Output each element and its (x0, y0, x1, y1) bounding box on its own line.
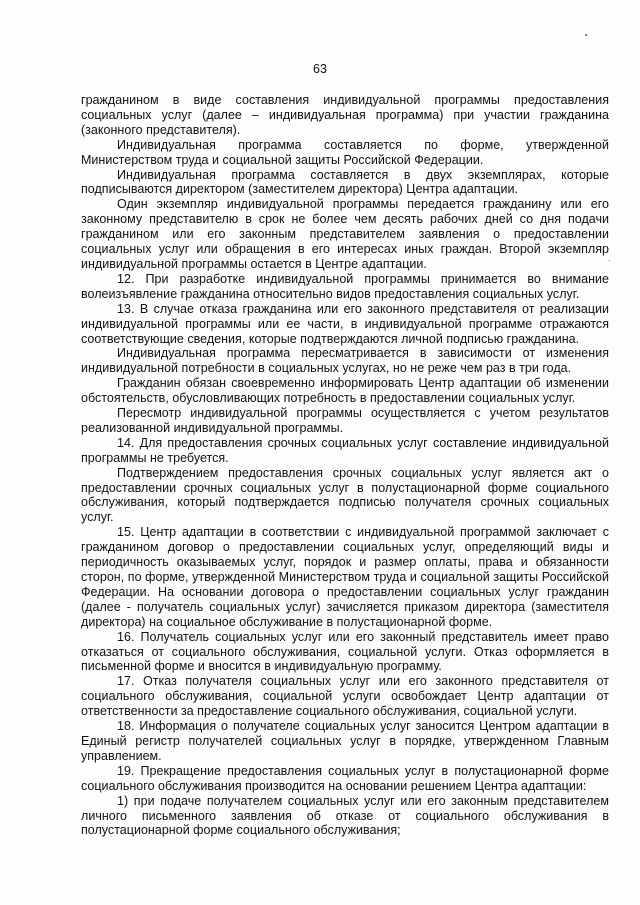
body-paragraph: 19. Прекращение предоставления социальных услуг в полустационарной форме социального обслуживания производится на основании решением Центра адаптации: (81, 763, 609, 793)
body-paragraph: Пересмотр индивидуальной программы осуществляется с учетом результатов реализованной индивидуальной программы. (81, 406, 609, 435)
body-paragraph: Гражданин обязан своевременно информировать Центр адаптации об изменении обстоятельств, обусловливающих потребность в предоставлении социальных услуг. (81, 376, 609, 406)
page-number: 63 (313, 62, 327, 76)
body-paragraph: 17. Отказ получателя социальных услуг или его законного представителя от социального обслуживания, социальной услуги освобождает Центр адаптации от ответственности за предоставление социального обслуживания, социальной услуги. (81, 674, 609, 719)
body-paragraph: 14. Для предоставления срочных социальных услуг составление индивидуальной программы не требуется. (81, 435, 609, 465)
body-paragraph: 12. При разработке индивидуальной программы принимается во внимание волеизъявление гражданина относительно видов предоставления социальных услуг. (81, 271, 609, 301)
body-paragraph: Подтверждением предоставления срочных социальных услуг является акт о предоставлении срочных социальных услуг в полустационарной форме социального обслуживания, который подтверждается подписью получателя срочных социальных услуг. (81, 465, 609, 525)
scan-speck (609, 260, 610, 261)
body-paragraph: Индивидуальная программа составляется по форме, утвержденной Министерством труда и социальной защиты Российской Федерации. (81, 137, 609, 167)
body-paragraph: гражданином в виде составления индивидуальной программы предоставления социальных услуг (далее – индивидуальная программа) при участии гражданина (законного представителя). (81, 93, 609, 137)
body-paragraph: 13. В случае отказа гражданина или его законного представителя от реализации индивидуальной программы или ее части, в индивидуальной программе отражаются соответствующие сведения, которые подтверждаются личной подписью гражданина. (81, 301, 609, 346)
body-paragraph: 15. Центр адаптации в соответствии с индивидуальной программой заключает с гражданином договор о предоставлении социальных услуг, определяющий виды и периодичность оказываемых услуг, порядок и размер оплаты, права и обязанности сторон, по форме, утвержденной Министерством труда и социальной защиты Российской Федерации. На основании договора о предоставлении социальных услуг гражданин (далее - получатель социальных услуг) зачисляется приказом директора (заместителя директора) на социальное обслуживание в полустационарной форме. (81, 525, 609, 629)
body-paragraph: Индивидуальная программа пересматривается в зависимости от изменения индивидуальной потребности в социальных услугах, но не реже чем раз в три года. (81, 346, 609, 376)
body-paragraph: 1) при подаче получателем социальных услуг или его законным представителем личного письменного заявления об отказе от социального обслуживания в полустационарной форме социального обслуживания; (81, 793, 609, 838)
page-body (81, 93, 609, 838)
body-paragraph: Один экземпляр индивидуальной программы передается гражданину или его законному представителю в срок не более чем десять рабочих дней со дня подачи гражданином или его законным представителем заявления о предоставлении социальных услуг или обращения в его интересах иных граждан. Второй экземпляр индивидуальной программы остается в Центре адаптации. (81, 197, 609, 271)
scan-speck (585, 34, 587, 36)
body-paragraph: 16. Получатель социальных услуг или его законный представитель имеет право отказаться от социального обслуживания, социальной услуги. Отказ оформляется в письменной форме и вносится в индивидуальную программу. (81, 629, 609, 674)
body-paragraph: 18. Информация о получателе социальных услуг заносится Центром адаптации в Единый регистр получателей социальных услуг в порядке, утвержденном Главным управлением. (81, 719, 609, 763)
body-paragraph: Индивидуальная программа составляется в двух экземплярах, которые подписываются директором (заместителем директора) Центра адаптации. (81, 167, 609, 197)
